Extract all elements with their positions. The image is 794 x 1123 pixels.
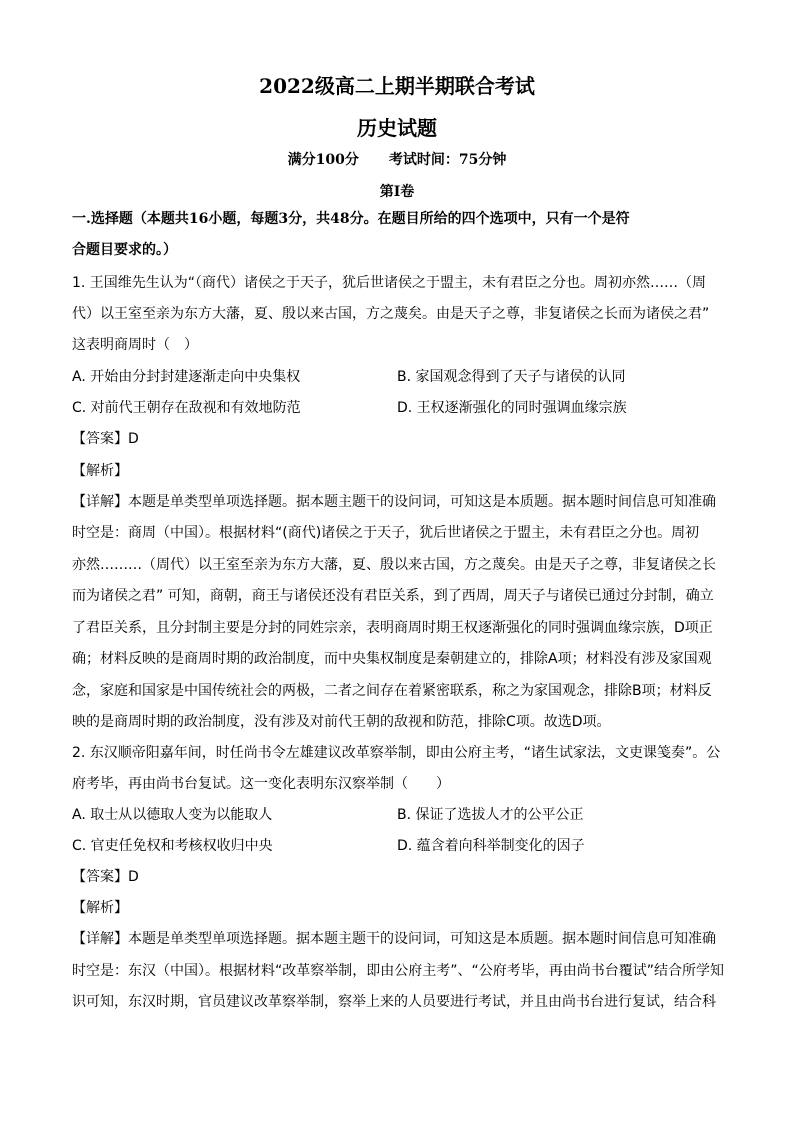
q1-detail-line: 【详解】本题是单类型单项选择题。据本题主题干的设问词，可知这是本质题。据本题时间信息可知准确 (72, 494, 716, 510)
q1-detail-line: 确；材料反映的是商周时期的政治制度，而中央集权制度是秦朝建立的，排除A项；材料没有涉及家国观 (72, 651, 712, 667)
q1-option-a: A. 开始由分封封建逐渐走向中央集权 (72, 369, 301, 385)
volume-label: 第Ⅰ卷 (379, 184, 415, 200)
exam-title: 2022级高二上期半期联合考试 (259, 74, 535, 98)
q1-option-c: C. 对前代王朝存在敌视和有效地防范 (72, 400, 301, 416)
q2-option-a: A. 取士从以德取人变为以能取人 (72, 807, 273, 823)
section-heading-line2: 合题目要求的。） (72, 242, 177, 258)
q1-detail-line: 而为诸侯之君” 可知，商朝，商王与诸侯还没有君臣关系，到了西周，周天子与诸侯已通过分封制，确立 (72, 588, 714, 604)
q2-analysis-label: 【解析】 (72, 900, 128, 916)
q2-stem-line2: 府考毕，再由尚书台复试。这一变化表明东汉察举制（ ） (72, 776, 450, 792)
exam-time: 考试时间：75分钟 (388, 152, 507, 168)
exam-meta (0, 149, 794, 169)
q2-detail-line: 【详解】本题是单类型单项选择题。据本题主题干的设问词，可知这是本质题。据本题时间信息可知准确 (72, 931, 716, 947)
q1-detail-line: 了君臣关系，且分封制主要是分封的同姓宗亲，表明商周时期王权逐渐强化的同时强调血缘宗族，D项正 (72, 620, 713, 636)
q1-detail-line: 时空是：商周（中国）。根据材料“(商代)诸侯之于天子，犹后世诸侯之于盟主，未有君臣之分也。周初 (72, 525, 700, 541)
q2-detail-line: 时空是：东汉（中国）。根据材料“改革察举制，即由公府主考”、“公府考毕，再由尚书台覆试”结合所学知 (72, 963, 725, 979)
q1-analysis-label: 【解析】 (72, 463, 128, 479)
q1-detail-line: 映的是商周时期的政治制度，没有涉及对前代王朝的敌视和防范，排除C项。故选D项。 (72, 714, 611, 730)
q2-answer: 【答案】D (72, 869, 139, 885)
q1-option-b: B. 家国观念得到了天子与诸侯的认同 (397, 369, 626, 385)
q1-answer: 【答案】D (72, 431, 139, 447)
exam-score: 满分100分 (287, 152, 359, 168)
section-heading-line1: 一.选择题（本题共16小题，每题3分，共48分。在题目所给的四个选项中，只有一个是符 (72, 211, 630, 227)
q1-stem-line3: 这表明商周时（ ） (72, 337, 198, 353)
q1-detail-line: 念，家庭和国家是中国传统社会的两极，二者之间存在着紧密联系，称之为家国观念，排除B项；材料反 (72, 683, 712, 699)
q1-option-d: D. 王权逐渐强化的同时强调血缘宗族 (397, 400, 627, 416)
q2-option-b: B. 保证了选拔人才的公平公正 (397, 807, 584, 823)
q1-stem-line1: 1. 王国维先生认为“（商代）诸侯之于天子，犹后世诸侯之于盟主，未有君臣之分也。周初亦然……（周 (72, 275, 707, 291)
q1-stem-line2: 代）以王室至亲为东方大藩，夏、殷以来古国，方之蔑矣。由是天子之尊，非复诸侯之长而为诸侯之君” (72, 306, 710, 322)
exam-subject: 历史试题 (357, 116, 437, 140)
q2-stem-line1: 2. 东汉顺帝阳嘉年间，时任尚书令左雄建议改革察举制，即由公府主考，“诸生试家法，文吏课笺奏”。公 (72, 745, 721, 761)
q1-detail-line: 亦然………（周代）以王室至亲为东方大藩，夏、殷以来古国，方之蔑矣。由是天子之尊，非复诸侯之长 (72, 557, 716, 573)
q2-detail-line: 识可知，东汉时期，官员建议改革察举制，察举上来的人员要进行考试，并且由尚书台进行复试，结合科 (72, 994, 716, 1010)
q2-option-c: C. 官吏任免权和考核权收归中央 (72, 838, 273, 854)
q2-option-d: D. 蕴含着向科举制变化的因子 (397, 838, 585, 854)
